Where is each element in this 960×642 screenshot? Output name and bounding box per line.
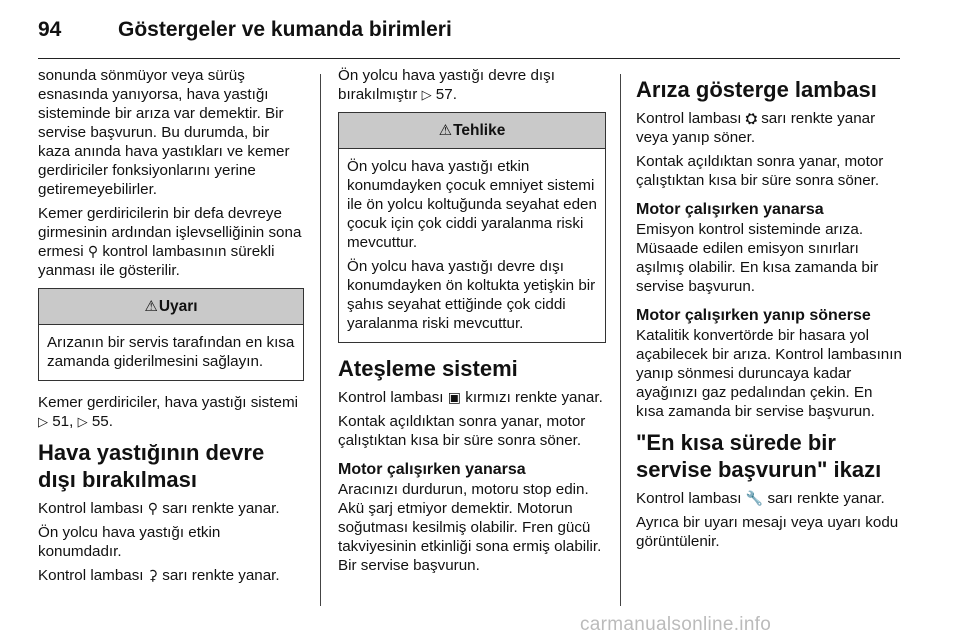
page-header: [38, 14, 900, 59]
page-title: Göstergeler ve kumanda birimleri: [118, 18, 452, 41]
seatbelt-tensioner-icon: ⚲: [87, 243, 99, 259]
paragraph: Kontrol lambası ⚲ sarı renkte yanar.: [38, 500, 280, 517]
warning-text: Arızanın bir servis tarafından en kısa zamanda giderilmesini sağlayın.: [47, 334, 295, 370]
paragraph: Kemer gerdiriciler, hava yastığı sistemi ▷ 51, ▷ 55.: [38, 394, 298, 430]
watermark: carmanualsonline.info: [580, 614, 772, 635]
warning-triangle-icon: ⚠: [144, 298, 158, 315]
subheading: Motor çalışırken yanarsa: [338, 461, 526, 478]
page-ref-arrow-icon: ▷: [38, 414, 48, 429]
warning-box-title: ⚠Uyarı: [39, 289, 303, 325]
paragraph: Kontak açıldıktan sonra yanar, motor çalıştıktan kısa bir süre sonra söner.: [338, 413, 586, 449]
paragraph: Kontrol lambası ⚳ sarı renkte yanar.: [38, 567, 280, 584]
column-left: [38, 66, 304, 590]
page-ref-arrow-icon: ▷: [77, 414, 88, 429]
danger-box: [338, 112, 606, 343]
page-reference[interactable]: 55.: [91, 413, 113, 430]
paragraph: Ön yolcu hava yastığı devre dışı bırakılmıştır ▷ 57.: [338, 67, 555, 103]
warning-box: [38, 288, 304, 381]
paragraph: sonunda sönmüyor veya sürüş esnasında yanıyorsa, hava yastığı sisteminde bir arıza var demektir. Bir servise başvurun. Bu durumda, bir kaza anında hava yastıkları ve kemer gerdiriciler fonksiyonlarını yerine getiremeyebilirler.: [38, 67, 290, 198]
page-reference[interactable]: 57.: [435, 86, 457, 103]
airbag-on-icon: ⚲: [147, 500, 159, 516]
service-vehicle-icon: 🔧: [745, 490, 764, 506]
section-heading: Hava yastığının devre dışı bırakılması: [38, 440, 265, 492]
danger-text: Ön yolcu hava yastığı devre dışı konumdayken ön koltukta yetişkin bir şahıs seyahat ettiğinde çok ciddi yaralanma riski mevcuttur.: [347, 258, 596, 332]
section-heading: "En kısa sürede bir servise başvurun" ikazı: [636, 430, 882, 482]
battery-icon: ▣: [447, 389, 461, 405]
subheading: Motor çalışırken yanıp sönerse: [636, 307, 871, 324]
page-ref-arrow-icon: ▷: [421, 87, 432, 102]
danger-box-title: ⚠Tehlike: [339, 113, 605, 149]
paragraph: Katalitik konvertörde bir hasara yol açabilecek bir arıza. Kontrol lambasının yanıp sönmesi duruncaya kadar ayağınızı gaz pedalından çekin. En kısa zamanda bir servise başvurun.: [636, 327, 902, 420]
section-heading: Arıza gösterge lambası: [636, 77, 877, 102]
column-divider: [320, 74, 321, 606]
subheading: Motor çalışırken yanarsa: [636, 201, 824, 218]
engine-check-icon: ⛭: [745, 110, 757, 126]
danger-text: Ön yolcu hava yastığı etkin konumdayken çocuk emniyet sistemi ile ön yolcu koltuğunda seyahat eden çocuk için çok ciddi yaralanma riski mevcuttur.: [347, 158, 597, 251]
paragraph: Kontrol lambası ⛭ sarı renkte yanar veya yanıp söner.: [636, 110, 876, 146]
paragraph: Kontak açıldıktan sonra yanar, motor çalıştıktan kısa bir süre sonra söner.: [636, 153, 884, 189]
page-reference[interactable]: 51: [52, 413, 70, 430]
page-number: 94: [38, 18, 62, 41]
airbag-off-icon: ⚳: [147, 567, 159, 583]
paragraph: Emisyon kontrol sisteminde arıza. Müsaade edilen emisyon sınırları aşılmış olabilir. En kısa zamanda bir servise başvurun.: [636, 221, 879, 295]
paragraph: Kontrol lambası 🔧 sarı renkte yanar.: [636, 490, 885, 507]
column-right: [636, 66, 902, 556]
paragraph: Aracınızı durdurun, motoru stop edin. Akü şarj etmiyor demektir. Motorun soğutması kesilmiş olabilir. Fren gücü takviyesinin etkinliği sona ermiş olabilir. Bir servise başvurun.: [338, 481, 602, 574]
paragraph: Ayrıca bir uyarı mesajı veya uyarı kodu görüntülenir.: [636, 514, 899, 550]
warning-triangle-icon: ⚠: [438, 122, 453, 139]
paragraph: Kemer gerdiricilerin bir defa devreye girmesinin ardından işlevselliğinin sona ermesi ⚲ kontrol lambasının sürekli yanması ile gösterilir.: [38, 205, 302, 279]
column-divider: [620, 74, 621, 606]
section-heading: Ateşleme sistemi: [338, 356, 518, 381]
paragraph: Kontrol lambası ▣ kırmızı renkte yanar.: [338, 389, 603, 406]
paragraph: Ön yolcu hava yastığı etkin konumdadır.: [38, 524, 221, 560]
column-middle: [338, 66, 606, 580]
